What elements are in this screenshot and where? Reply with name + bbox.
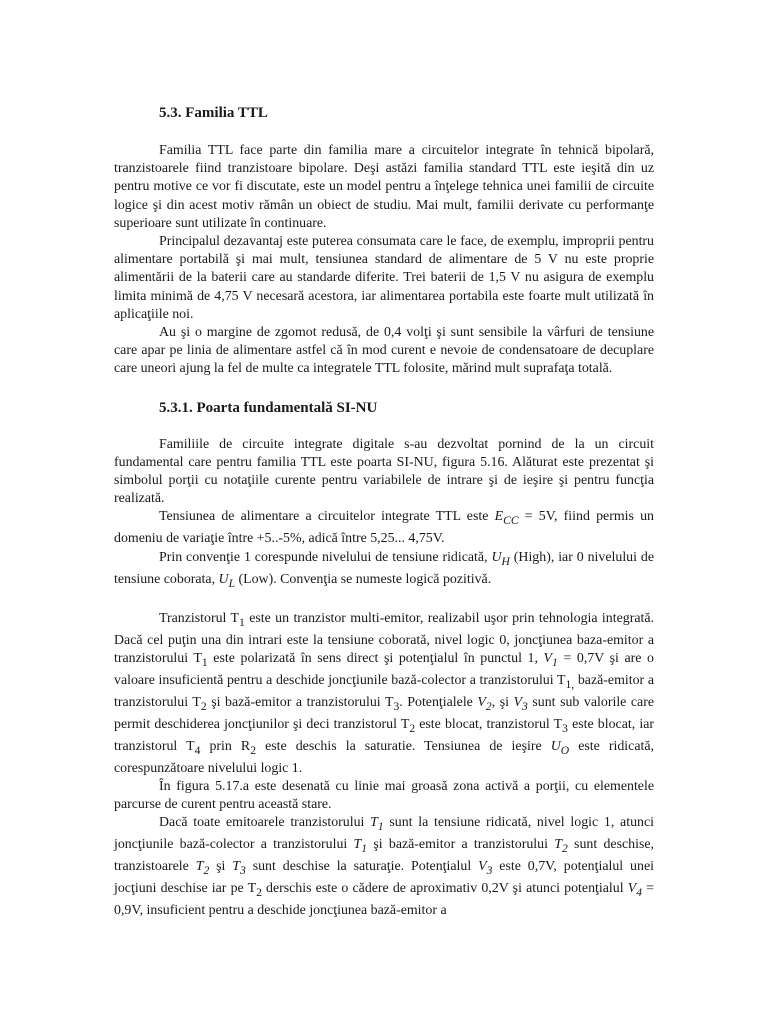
section-title: 5.3. Familia TTL: [159, 105, 268, 121]
paragraph-logic-convention: Prin convenţie 1 corespunde nivelului de tensiune ridicată, $U_H$ (High), iar 0 nivelului de tensiune coborata, $U_L$ (Low). Convenţia se numeste logică pozitivă.: [114, 549, 654, 590]
paragraph-figure-reference: În figura 5.17.a este desenată cu linie mai groasă zona activă a porţii, cu elementele parcurse de curent pentru această stare.: [114, 778, 654, 813]
paragraph-noise-margin: Au şi o margine de zgomot redusă, de 0,4 volţi şi sunt sensibile la vârfuri de tensiune care apar pe linia de alimentare astfel că în mod curent e nevoie de condensatoare de decuplare care uneori ajung la fel de multe ca integratele TTL folosite, mărind mult suprafaţa totală.: [114, 325, 654, 377]
paragraph-families: Familiile de circuite integrate digitale s-au dezvoltat pornind de la un circuit fundamental care pentru familia TTL este poarta SI-NU, figura 5.16. Alăturat este prezentat şi simbolul porţii cu notaţiile curente pentru variabilele de intrare şi de ieşire şi pentru funcţia realizată.: [114, 436, 654, 507]
paragraph-transistor-t1: Tranzistorul $T_1$ este un tranzistor multi-emitor, realizabil uşor prin tehnologia integrată. Dacă cel puţin una din intrari este la tensiune coborată, nivel logic 0, joncţiunea baza-emitor a tranzistorului $T_1$ este polarizată în sens direct şi potenţialul în punctul 1, $V_1 = 0,7V$ şi are o valoare insuficientă pentru a deschide joncţiunile bază-colector a tranzistorului $T_{1,}$ bază-emitor a tranzistorului $T_2$ şi bază-emitor a tranzistorului $T_3$. Potenţialele $V_2$, şi $V_3$ sunt sub valorile care permit deschiderea joncţiunilor şi deci tranzistorul $T_2$ este blocat, tranzistorul $T_3$ este blocat, iar tranzistorul $T_4$ prin $R_2$ este deschis la saturatie. Tensiunea de ieşire $U_O$ este ridicată, corespunzătoare nivelului logic 1.: [114, 610, 655, 776]
subsection-title: 5.3.1. Poarta fundamentală SI-NU: [159, 399, 378, 416]
paragraph-intro: Familia TTL face parte din familia mare a circuitelor integrate în tehnică bipolară, tranzistoarele fiind tranzistoare bipolare. Deşi astăzi familia standard TTL este ieşită din uz pentru motive ce vor fi discutate, este un model pentru a înţelege tehnica unei familii de circuite logice şi din acest motiv rămân un obiect de studiu. Mai mult, familii derivate cu performanţe superioare sunt utilizate în continuare.: [114, 143, 654, 231]
paragraph-supply-voltage: Tensiunea de alimentare a circuitelor integrate TTL este $E_{CC} = 5V$, fiind permis un domeniu de variaţie între +5..-5%, adică între 5,25... 4,75V.: [114, 509, 654, 547]
paragraph-disadvantage: Principalul dezavantaj este puterea consumata care le face, de exemplu, improprii pentru alimentare portabilă şi mai mult, tensiunea standard de alimentare de 5 V nu este proprie alimentării de la baterii care au standarde diferite. Trei baterii de 1,5 V nu asigura de exemplu limita minimă de 4,75 V necesară acestora, iar alimentarea portabila este foarte mult utilizată în aplicaţiile noi.: [114, 234, 654, 322]
paragraph-all-emitters-high: Dacă toate emitoarele tranzistorului $T_1$ sunt la tensiune ridicată, nivel logic 1, atunci joncţiunile bază-colector a tranzistorului $T_1$ şi bază-emitor a tranzistorului $T_2$ sunt deschise, tranzistoarele $T_2$ şi $T_3$ sunt deschise la saturaţie. Potenţialul $V_3$ este 0,7V, potenţialul unei jocţiuni deschise iar pe $T_2$ derschis este o cădere de aproximativ 0,2V şi atunci potenţialul $V_4 = 0,9V$, insuficient pentru a deschide joncţiunea bază-emitor a: [114, 815, 655, 919]
